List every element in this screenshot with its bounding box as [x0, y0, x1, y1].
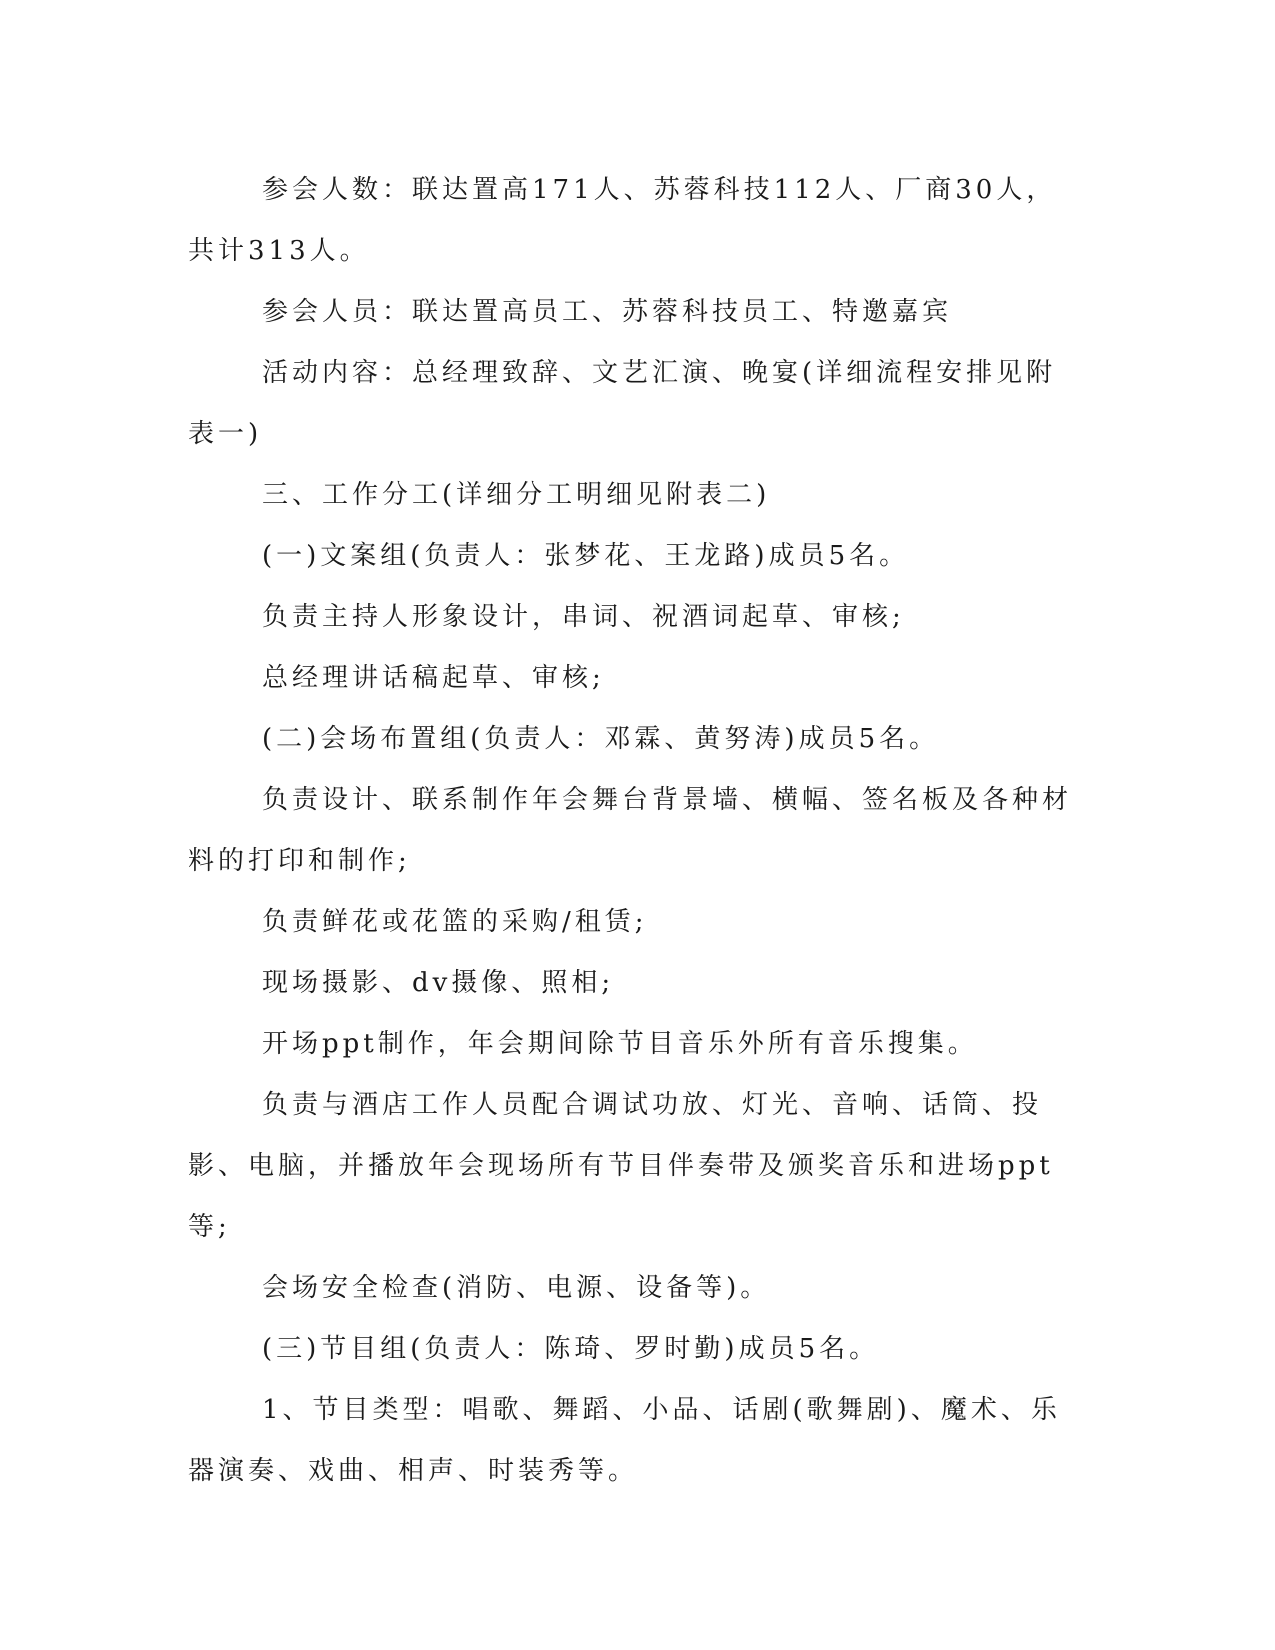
paragraph-stage-design: 负责设计、联系制作年会舞台背景墙、横幅、签名板及各种材料的打印和制作;: [188, 785, 1073, 876]
paragraph-speech-draft: 总经理讲话稿起草、审核;: [262, 663, 605, 693]
paragraph-program-types: 1、节目类型：唱歌、舞蹈、小品、话剧(歌舞剧)、魔术、乐器演奏、戏曲、相声、时装秀等。: [188, 1395, 1061, 1486]
paragraph-photography: 现场摄影、dv摄像、照相;: [262, 968, 615, 998]
paragraph-venue-group: (二)会场布置组(负责人：邓霖、黄努涛)成员5名。: [262, 724, 940, 754]
section-heading-work-division: 三、工作分工(详细分工明细见附表二): [262, 480, 771, 510]
paragraph-attendees: 参会人员：联达置高员工、苏蓉科技员工、特邀嘉宾: [262, 297, 953, 327]
paragraph-host-design: 负责主持人形象设计，串词、祝酒词起草、审核;: [262, 602, 905, 632]
paragraph-flowers: 负责鲜花或花篮的采购/租赁;: [262, 907, 648, 937]
document-body: [188, 160, 1073, 1502]
paragraph-opening-ppt: 开场ppt制作，年会期间除节目音乐外所有音乐搜集。: [262, 1029, 978, 1059]
paragraph-attendee-count: 参会人数：联达置高171人、苏蓉科技112人、厂商30人，共计313人。: [188, 175, 1057, 266]
paragraph-copywriting-group: (一)文案组(负责人：张梦花、王龙路)成员5名。: [262, 541, 910, 571]
paragraph-activity-content: 活动内容：总经理致辞、文艺汇演、晚宴(详细流程安排见附表一): [188, 358, 1057, 449]
paragraph-av-setup: 负责与酒店工作人员配合调试功放、灯光、音响、话筒、投影、电脑，并播放年会现场所有节目伴奏带及颁奖音乐和进场ppt等;: [188, 1090, 1054, 1242]
paragraph-program-group: (三)节目组(负责人：陈琦、罗时勤)成员5名。: [262, 1334, 880, 1364]
paragraph-safety-check: 会场安全检查(消防、电源、设备等)。: [262, 1273, 771, 1303]
